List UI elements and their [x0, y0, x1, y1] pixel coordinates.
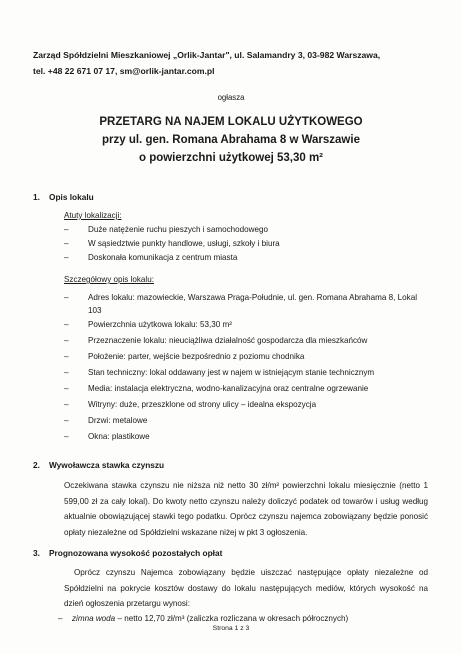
- section-1-number: 1.: [33, 192, 40, 202]
- letterhead-contact: tel. +48 22 671 07 17, sm@orlik-jantar.com.pl: [33, 66, 215, 76]
- title-line-2: przy ul. gen. Romana Abrahama 8 w Warszawie: [102, 134, 360, 146]
- media-name: zimna woda: [72, 614, 116, 623]
- location-label: Atuty lokalizacji:: [64, 211, 122, 220]
- section-3-paragraph: Oprócz czynszu Najemca zobowiązany będzie uiszczać następujące opłaty niezależne od Spółdzielni na pokrycie kosztów dostawy do lokalu następujących mediów, których wysokość na dzień ogłoszenia przetargu wynosi:: [64, 568, 428, 609]
- list-item: – Duże natężenie ruchu pieszych i samochodowego: [64, 225, 268, 234]
- section-2-paragraph: Oczekiwana stawka czynszu nie niższa niż netto 30 zł/m² powierzchni lokalu miesięcznie (netto 1 599,00 zł za cały lokal). Do kwoty netto czynszu należy doliczyć podatek od towarów i usług według aktualnie obowiązującej stawki tego podatku. Oprócz czynszu najemca zobowiązany będzie ponosić opłaty niezależne od Spółdzielni wskazane niżej w pkt 3 ogłoszenia.: [64, 481, 428, 537]
- list-item: – Doskonała komunikacja z centrum miasta: [64, 253, 238, 262]
- list-item: – Witryny: duże, przeszklone od strony ulicy – idealna ekspozycja: [64, 400, 317, 409]
- media-price: – netto 12,70 zł/m³ (zaliczka rozliczana w okresach półrocznych): [115, 614, 349, 623]
- title-line-1: PRZETARG NA NAJEM LOKALU UŻYTKOWEGO: [99, 116, 363, 128]
- section-3-number: 3.: [33, 548, 40, 558]
- list-item: – Media: instalacja elektryczna, wodno-kanalizacyjna oraz centralne ogrzewanie: [64, 384, 369, 393]
- letterhead-line-1: Zarząd Spółdzielni Mieszkaniowej „Orlik-Jantar", ul. Salamandry 3, 03-982 Warszawa,: [33, 50, 381, 60]
- title-line-3: o powierzchni użytkowej 53,30 m²: [138, 152, 324, 164]
- section-2-title: Wywoławcza stawka czynszu: [49, 460, 165, 470]
- detail-label: Szczegółowy opis lokalu:: [64, 275, 154, 284]
- announces-text: ogłasza: [217, 93, 245, 102]
- section-1-title: Opis lokalu: [49, 192, 94, 202]
- list-item: – Okna: plastikowe: [64, 432, 150, 441]
- list-item: – Przeznaczenie lokalu: nieuciążliwa działalność gospodarcza dla mieszkańców: [64, 336, 368, 345]
- list-item: – Drzwi: metalowe: [64, 416, 148, 425]
- page-number: Strona 1 z 3: [212, 625, 250, 632]
- section-2-heading: [33, 460, 164, 470]
- section-2-number: 2.: [33, 460, 40, 470]
- list-item: – Adres lokalu: mazowieckie, Warszawa Praga-Południe, ul. gen. Romana Abrahama 8, Lokal 103: [64, 293, 418, 316]
- section-3-title: Prognozowana wysokość pozostałych opłat: [49, 548, 223, 558]
- section-1-heading: [33, 192, 94, 202]
- list-item: – W sąsiedztwie punkty handlowe, usługi, szkoły i biura: [64, 239, 280, 248]
- section-3-heading: [33, 548, 222, 558]
- letterhead: [33, 47, 433, 79]
- list-item: – Położenie: parter, wejście bezpośrednio z poziomu chodnika: [64, 352, 305, 361]
- list-item: – Powierzchnia użytkowa lokalu: 53,30 m²: [64, 320, 232, 329]
- list-item: – zimna woda – netto 12,70 zł/m³ (zaliczka rozliczana w okresach półrocznych): [58, 614, 349, 623]
- list-item: – Stan techniczny: lokal oddawany jest w najem w istniejącym stanie technicznym: [64, 368, 375, 377]
